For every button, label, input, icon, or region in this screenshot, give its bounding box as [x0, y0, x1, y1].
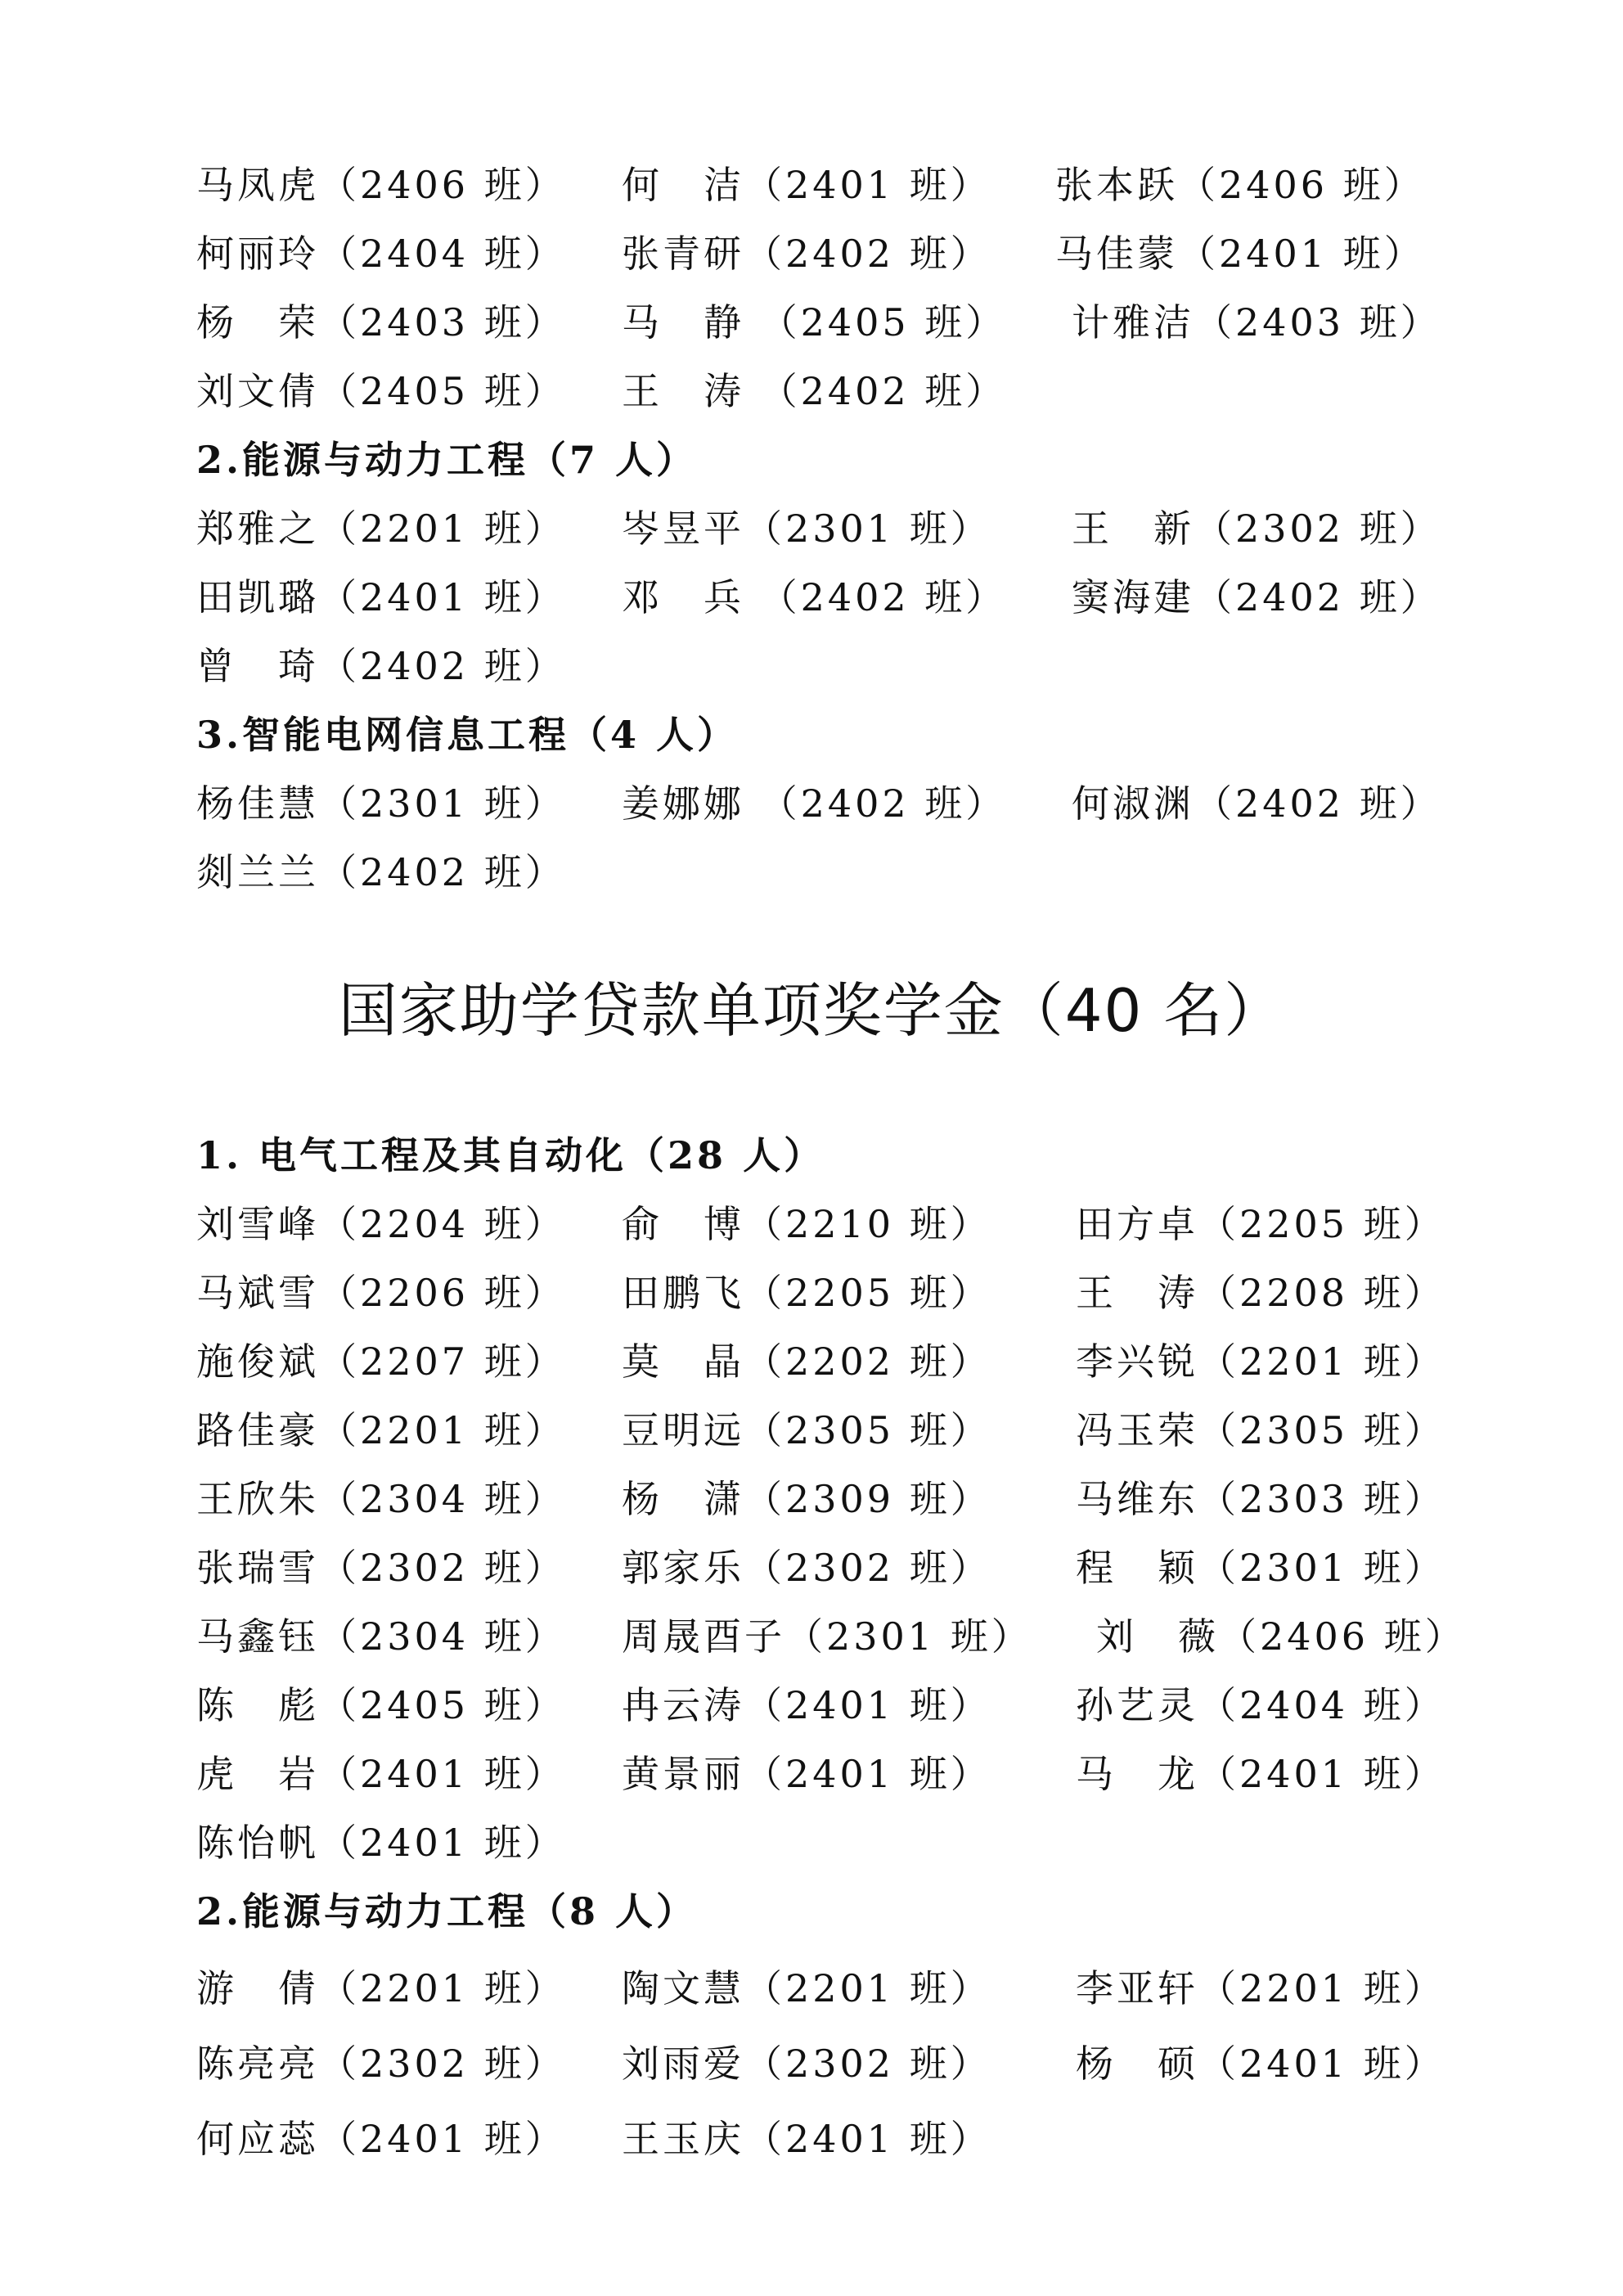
- student-entry: 田方卓（2205 班）: [1076, 1202, 1445, 1246]
- student-entry: 李亚轩（2201 班）: [1076, 1966, 1445, 2010]
- student-entry: 王 新（2302 班）: [1072, 506, 1441, 551]
- student-entry: 刘雪峰（2204 班）: [196, 1202, 566, 1246]
- student-entry: 游 倩（2201 班）: [196, 1966, 566, 2010]
- student-entry: 李兴锐（2201 班）: [1076, 1339, 1445, 1384]
- student-entry: 郭家乐（2302 班）: [622, 1546, 991, 1590]
- student-entry: 马斌雪（2206 班）: [196, 1271, 566, 1315]
- student-entry: 陶文慧（2201 班）: [622, 1966, 991, 2010]
- student-entry: 郑雅之（2201 班）: [196, 506, 566, 551]
- student-entry: 黄景丽（2401 班）: [622, 1752, 991, 1796]
- student-entry: 计雅洁（2403 班）: [1072, 300, 1441, 344]
- student-entry: 何应蕊（2401 班）: [196, 2117, 566, 2161]
- student-entry: 刘 薇（2406 班）: [1096, 1614, 1466, 1659]
- student-entry: 路佳豪（2201 班）: [196, 1408, 566, 1452]
- student-entry: 马 龙（2401 班）: [1076, 1752, 1445, 1796]
- student-entry: 莫 晶（2202 班）: [622, 1339, 991, 1384]
- student-entry: 田凯璐（2401 班）: [196, 575, 566, 619]
- student-entry: 柯丽玲（2404 班）: [196, 232, 566, 276]
- student-entry: 王 涛（2208 班）: [1076, 1271, 1445, 1315]
- award-title: 国家助学贷款单项奖学金（40 名）: [338, 976, 1285, 1045]
- student-entry: 虎 岩（2401 班）: [196, 1752, 566, 1796]
- section-heading: 1. 电气工程及其自动化（28 人）: [196, 1133, 825, 1177]
- student-entry: 马 静 （2405 班）: [622, 300, 1007, 344]
- student-entry: 俞 博（2210 班）: [622, 1202, 991, 1246]
- student-entry: 马维东（2303 班）: [1076, 1477, 1445, 1521]
- student-entry: 马佳蒙（2401 班）: [1055, 232, 1425, 276]
- student-entry: 剡兰兰（2402 班）: [196, 850, 566, 894]
- section-heading: 2.能源与动力工程（7 人）: [196, 438, 698, 482]
- student-entry: 豆明远（2305 班）: [622, 1408, 991, 1452]
- student-entry: 曾 琦（2402 班）: [196, 644, 566, 688]
- student-entry: 田鹏飞（2205 班）: [622, 1271, 991, 1315]
- student-entry: 孙艺灵（2404 班）: [1076, 1683, 1445, 1727]
- student-entry: 刘文倩（2405 班）: [196, 369, 566, 413]
- student-entry: 陈 彪（2405 班）: [196, 1683, 566, 1727]
- student-entry: 王玉庆（2401 班）: [622, 2117, 991, 2161]
- student-entry: 张青研（2402 班）: [622, 232, 991, 276]
- student-entry: 姜娜娜 （2402 班）: [622, 781, 1007, 826]
- student-entry: 周晟酉子（2301 班）: [622, 1614, 1032, 1659]
- student-entry: 窦海建（2402 班）: [1072, 575, 1441, 619]
- student-entry: 陈亮亮（2302 班）: [196, 2042, 566, 2086]
- student-entry: 冯玉荣（2305 班）: [1076, 1408, 1445, 1452]
- student-entry: 王 涛 （2402 班）: [622, 369, 1007, 413]
- student-entry: 何淑渊（2402 班）: [1072, 781, 1441, 826]
- student-entry: 杨 潇（2309 班）: [622, 1477, 991, 1521]
- student-entry: 张本跃（2406 班）: [1055, 163, 1425, 207]
- student-entry: 岑昱平（2301 班）: [622, 506, 991, 551]
- student-entry: 何 洁（2401 班）: [622, 163, 991, 207]
- student-entry: 邓 兵 （2402 班）: [622, 575, 1007, 619]
- student-entry: 张瑞雪（2302 班）: [196, 1546, 566, 1590]
- student-entry: 冉云涛（2401 班）: [622, 1683, 991, 1727]
- student-entry: 程 颖（2301 班）: [1076, 1546, 1445, 1590]
- student-entry: 杨 硕（2401 班）: [1076, 2042, 1445, 2086]
- student-entry: 刘雨爱（2302 班）: [622, 2042, 991, 2086]
- section-heading: 3.智能电网信息工程（4 人）: [196, 713, 739, 757]
- student-entry: 施俊斌（2207 班）: [196, 1339, 566, 1384]
- section-heading: 2.能源与动力工程（8 人）: [196, 1889, 698, 1934]
- student-entry: 杨佳慧（2301 班）: [196, 781, 566, 826]
- student-entry: 王欣朱（2304 班）: [196, 1477, 566, 1521]
- student-entry: 马鑫钰（2304 班）: [196, 1614, 566, 1659]
- student-entry: 杨 荣（2403 班）: [196, 300, 566, 344]
- student-entry: 陈怡帆（2401 班）: [196, 1821, 566, 1865]
- student-entry: 马凤虎（2406 班）: [196, 163, 566, 207]
